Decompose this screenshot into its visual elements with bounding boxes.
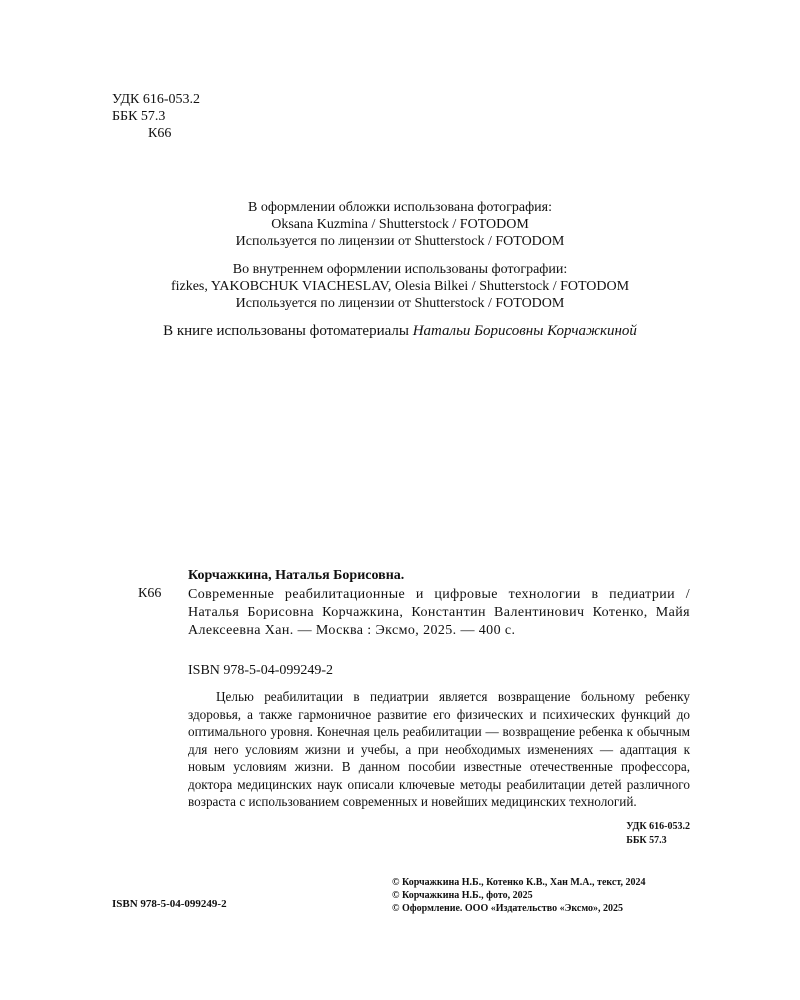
bottom-isbn: ISBN 978-5-04-099249-2 [112,898,227,910]
cover-credits [0,199,800,250]
photo-materials-prefix: В книге использованы фотоматериалы [163,323,413,339]
bbk-code: ББК 57.3 [112,109,166,124]
cover-credits-line3: Используется по лицензии от Shutterstock / FOTODOM [235,234,565,249]
card-bbk: ББК 57.3 [626,835,667,846]
interior-credits-line2: fizkes, YAKOBCHUK VIACHESLAV, Olesia Bilkei / Shutterstock / FOTODOM [170,279,630,294]
classification-block [112,91,200,142]
card-abstract [188,688,690,811]
cover-credits-line2: Oksana Kuzmina / Shutterstock / FOTODOM [271,217,529,232]
interior-credits-line1: Во внутреннем оформлении использованы фотографии: [232,262,568,277]
cover-credits-line1: В оформлении обложки использована фотография: [248,200,552,215]
copyright-line3: © Оформление. ООО «Издательство «Эксмо», 2025 [392,903,623,914]
card-author: Корчажкина, Наталья Борисовна. [188,568,405,583]
udk-code: УДК 616-053.2 [112,92,201,107]
card-description: Современные реабилитационные и цифровые технологии в педиатрии / Наталья Борисовна Корчажкина, Константин Валентинович Котенко, Майя Алексеевна Хан. — Москва : Эксмо, 2025. — 400 с. [188,587,690,638]
photo-materials-name: Натальи Борисовны Корчажкиной [412,323,637,339]
card-code: К66 [138,586,162,601]
card-udk: УДК 616-053.2 [626,821,690,832]
interior-credits [0,261,800,312]
abstract-text: Целью реабилитации в педиатрии является возвращение больному ребенку здоровья, а также гармоничное развитие его физических и психических функций до оптимального уровня. Конечная цель реабилитации — возвращение ребенка к обычным для него условиям жизни и учебы, а при необходимых изменениях — адаптация к новым условиям жизни. В данном пособии известные отечественные профессора, доктора медицинских наук описали ключевые методы реабилитации детей различного возраста с использованием современных и новейших медицинских технологий. [188,689,690,809]
card-classification [626,820,690,848]
photo-materials [0,323,800,340]
interior-credits-line3: Используется по лицензии от Shutterstock / FOTODOM [235,296,565,311]
copyright-line1: © Корчажкина Н.Б., Котенко К.В., Хан М.А., текст, 2024 [392,877,646,888]
copyright-line2: © Корчажкина Н.Б., фото, 2025 [392,890,533,901]
author-code: К66 [148,126,172,141]
copyright-block [392,876,646,915]
card-isbn: ISBN 978-5-04-099249-2 [188,663,334,678]
